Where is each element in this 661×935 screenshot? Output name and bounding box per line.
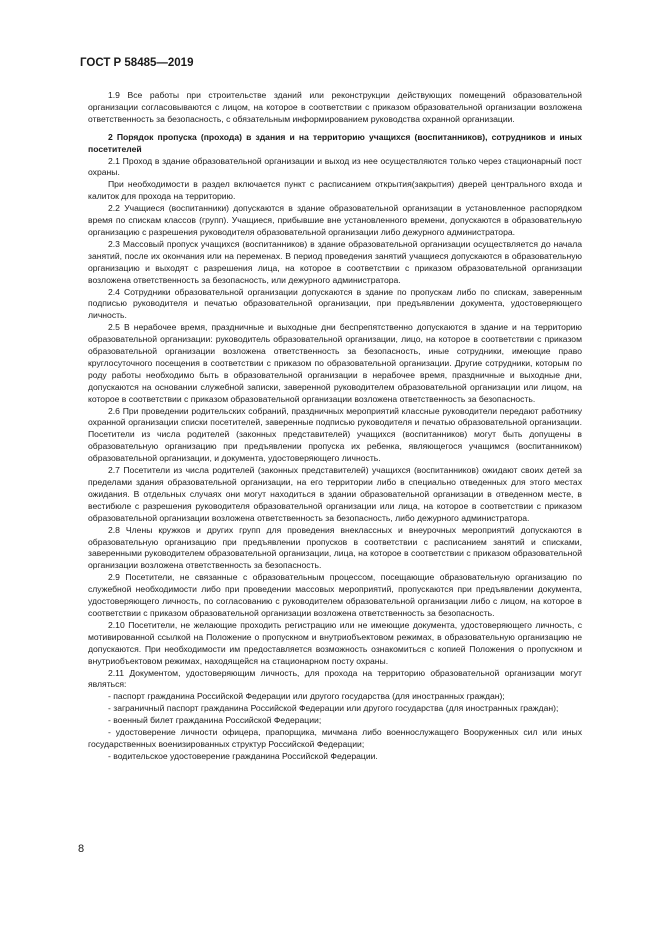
list-item: - военный билет гражданина Российской Федерации; — [108, 715, 322, 726]
document-header: ГОСТ Р 58485—2019 — [80, 57, 194, 69]
document-body — [88, 90, 582, 763]
list-item: - паспорт гражданина Российской Федерации или другого государства (для иностранных граждан); — [108, 691, 505, 702]
paragraph-2-2: 2.2 Учащиеся (воспитанники) допускаются в здание образовательной организации в установленное распорядком время по спискам классов (групп). Учащиеся, прибывшие вне установленного времени, допускаются в образовательную организацию с разрешения руководителя образовательной организации либо дежурного администратора. — [88, 203, 582, 237]
paragraph-2-9: 2.9 Посетители, не связанные с образовательным процессом, посещающие образовательную организацию по служебной необходимости либо при проведении массовых мероприятий, пропускаются при предъявлении документа, удостоверяющего личность, по согласованию с руководителем образовательной организации либо с лицом, на которое в соответствии с приказом образовательной организации возложена ответственность за безопасность. — [88, 572, 582, 618]
paragraph-2-4: 2.4 Сотрудники образовательной организации допускаются в здание по пропускам либо по спискам, заверенным подписью руководителя и печатью образовательной организации, при предъявлении документа, удостоверяющего личность. — [88, 286, 582, 321]
paragraph-2-1: 2.1 Проход в здание образовательной организации и выход из нее осуществляются только через стационарный пост охраны. — [88, 155, 582, 178]
list-item: - водительское удостоверение гражданина Российской Федерации. — [108, 750, 378, 761]
paragraph-1-9: 1.9 Все работы при строительстве зданий или реконструкции действующих помещений образовательной организации согласовываются с лицом, на которое в соответствии с приказом образовательной организации возложена ответственность за безопасность, с обязательным информированием руководства охранной организации. — [88, 90, 582, 124]
page-number: 8 — [78, 843, 85, 855]
paragraph-note: При необходимости в раздел включается пункт с расписанием открытия(закрытия) дверей центрального входа и калиток для прохода на территорию. — [88, 179, 582, 202]
paragraph-2-7: 2.7 Посетители из числа родителей (законных представителей) учащихся (воспитанников) ожидают своих детей за пределами здания образовательной организации, на его территории либо в специально отведенных для этого местах ожидания. В отдельных случаях они могут находиться в здании образовательной организации в отведенном месте, в вестибюле с разрешения руководителя образовательной организации или лица, на которое в соответствии с приказом образовательной организации возложена ответственность за безопасность, либо дежурного администратора. — [88, 465, 582, 523]
list-item: - заграничный паспорт гражданина Российской Федерации или другого государства (для иностранных граждан); — [108, 703, 559, 714]
paragraph-2-3: 2.3 Массовый пропуск учащихся (воспитанников) в здание образовательной организации осуществляется до начала занятий, после их окончания или на переменах. В период проведения занятий учащиеся допускаются в образовательную организацию и выходят с разрешения лица, на которое в соответствии с приказом образовательной организации возложена ответственность за безопасность, или дежурного администратора. — [88, 238, 582, 285]
paragraph-2-10: 2.10 Посетители, не желающие проходить регистрацию или не имеющие документа, удостоверяющего личность, с мотивированной ссылкой на Положение о пропускном и внутриобъектовом режимах, в образовательную организацию не допускаются. При необходимости им предоставляется возможность ознакомиться с копией Положения о пропускном и внутриобъектовом режимах, находящейся на стационарном посту охраны. — [88, 619, 582, 666]
list-item: - удостоверение личности офицера, прапорщика, мичмана либо военнослужащего Вооруженных сил или иных государственных военизированных структур Российской Федерации; — [88, 727, 582, 749]
paragraph-2-11: 2.11 Документом, удостоверяющим личность, для прохода на территорию образовательной организации могут являться: — [88, 667, 582, 690]
paragraph-2-8: 2.8 Члены кружков и других групп для проведения внеклассных и внеурочных мероприятий допускаются в образовательную организацию при предъявлении пропусков в соответствии с расписанием занятий и списками, заверенными руководителем образовательной организации, лица, на которое в соответствии с приказом образовательной организации возложена ответственность за безопасность. — [88, 524, 582, 571]
paragraph-2-6: 2.6 При проведении родительских собраний, праздничных мероприятий классные руководители передают работнику охранной организации списки посетителей, заверенные подписью руководителя и печатью образовательной организации. Посетители из числа родителей (законных представителей) учащихся (воспитанников) могут быть допущены в образовательную организацию при предъявлении пропуска их ребенка, являющегося учащимся (воспитанником) образовательной организации, и документа, удостоверяющего личность. — [88, 405, 582, 464]
paragraph-2-5: 2.5 В нерабочее время, праздничные и выходные дни беспрепятственно допускаются в здание и на территорию образовательной организации: руководитель образовательной организации, лицо, на которое в соответствии с приказом образовательной организации возложена ответственность за безопасность, иные сотрудники, имеющие право круглосуточного посещения в соответствии с приказом по образовательной организации. Другие сотрудники, которым по роду работы необходимо быть в образовательной организации в нерабочее время, праздничные и выходные дни, допускаются на основании служебной записки, заверенной руководителем образовательной организации или лицом, на которое в соответствии с приказом образовательной организации возложена ответственность за безопасность. — [88, 322, 582, 404]
section-heading-2: 2 Порядок пропуска (прохода) в здания и на территорию учащихся (воспитанников), сотрудников и иных посетителей — [88, 131, 582, 154]
